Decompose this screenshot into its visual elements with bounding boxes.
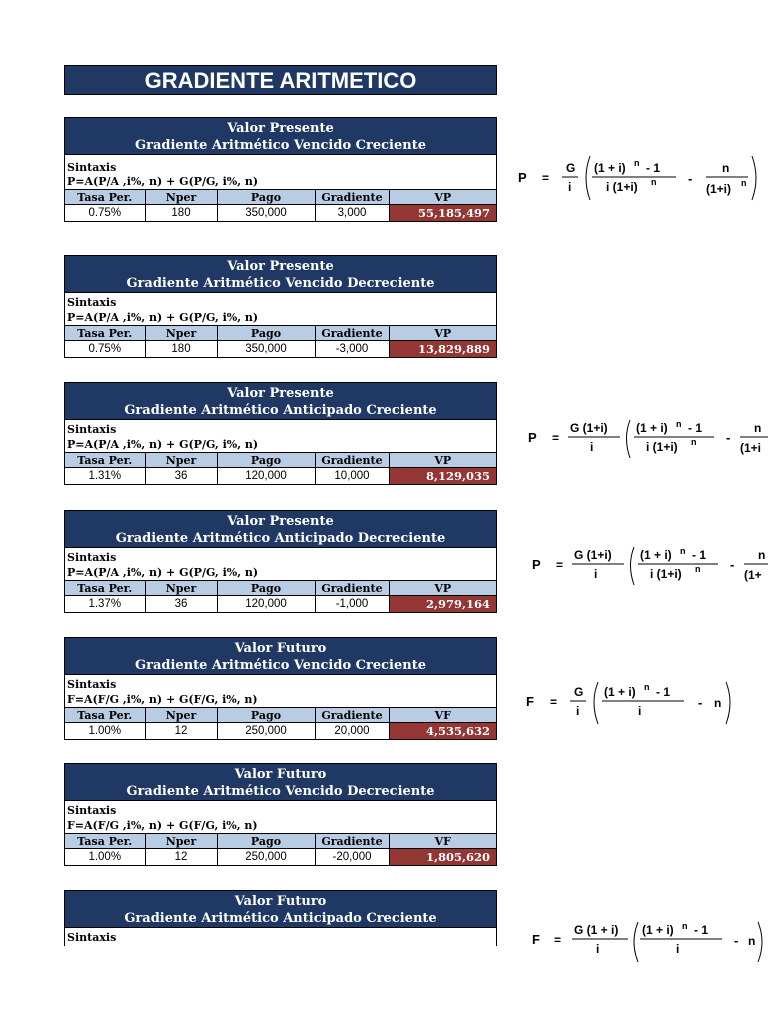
block-header xyxy=(65,383,496,420)
block-vf-anticipado-creciente xyxy=(64,890,497,946)
cell-result[interactable]: 2,979,164 xyxy=(389,596,496,613)
formula-g: G xyxy=(574,685,584,699)
cell-pago[interactable]: 120,000 xyxy=(217,468,315,485)
block-header-line2: Gradiente Aritmético Anticipado Creciente xyxy=(124,911,437,926)
cell-gradiente[interactable]: 20,000 xyxy=(315,723,389,740)
formula-vp-anticipado-creciente xyxy=(526,418,768,468)
formula-exp: n xyxy=(651,177,657,187)
header-tasa: Tasa Per. xyxy=(65,834,145,849)
header-pago: Pago xyxy=(217,834,315,849)
block-header-line1: Valor Presente xyxy=(227,259,334,274)
header-result: VF xyxy=(389,708,496,723)
header-nper: Nper xyxy=(145,326,217,341)
formula-minus: - xyxy=(688,171,693,186)
formula-eq: = xyxy=(550,695,558,709)
formula-minus1: - 1 xyxy=(694,923,709,937)
block-vp-vencido-decreciente xyxy=(64,255,497,358)
formula-lhs: P xyxy=(518,170,527,185)
syntax-label: Sintaxis xyxy=(67,678,117,691)
cell-result[interactable]: 1,805,620 xyxy=(389,849,496,866)
values-table xyxy=(65,580,496,612)
formula-minus1: - 1 xyxy=(692,548,707,562)
formula-n: n xyxy=(714,696,722,710)
formula-n: n xyxy=(722,161,730,175)
cell-pago[interactable]: 250,000 xyxy=(217,849,315,866)
block-vf-vencido-creciente xyxy=(64,637,497,740)
formula-minus1: - 1 xyxy=(656,685,671,699)
block-header-line2: Gradiente Aritmético Anticipado Decreciente xyxy=(115,531,446,546)
syntax-label: Sintaxis xyxy=(67,551,117,564)
syntax-formula: P=A(P/A ,i%, n) + G(P/G, i%, n) xyxy=(67,311,259,324)
syntax-label: Sintaxis xyxy=(67,423,117,436)
block-header-line1: Valor Futuro xyxy=(234,894,327,909)
header-result: VF xyxy=(389,834,496,849)
formula-den1: i (1+i) xyxy=(650,567,682,581)
block-header-line2: Gradiente Aritmético Vencido Decreciente xyxy=(126,276,435,291)
block-header-line1: Valor Futuro xyxy=(234,767,327,782)
bracket-left-icon xyxy=(631,547,635,585)
formula-num1: (1 + i) xyxy=(636,421,668,435)
header-tasa: Tasa Per. xyxy=(65,190,145,205)
header-result: VP xyxy=(389,190,496,205)
block-vp-anticipado-creciente xyxy=(64,382,497,485)
cell-nper[interactable]: 36 xyxy=(145,468,217,485)
header-gradiente: Gradiente xyxy=(315,834,389,849)
block-header xyxy=(65,891,496,928)
cell-result[interactable]: 13,829,889 xyxy=(389,341,496,358)
syntax-formula: P=A(P/A ,i%, n) + G(P/G, i%, n) xyxy=(67,566,259,579)
cell-nper[interactable]: 36 xyxy=(145,596,217,613)
formula-eq: = xyxy=(556,558,564,572)
syntax-label: Sintaxis xyxy=(67,804,117,817)
formula-vf-vencido xyxy=(524,680,736,728)
bracket-right-icon xyxy=(752,156,756,200)
formula-den1: i (1+i) xyxy=(606,180,638,194)
cell-result[interactable]: 55,185,497 xyxy=(389,205,496,222)
header-nper: Nper xyxy=(145,581,217,596)
page-title: GRADIENTE ARITMETICO xyxy=(64,65,497,95)
values-table xyxy=(65,707,496,739)
block-header-line1: Valor Presente xyxy=(227,121,334,136)
cell-gradiente[interactable]: 10,000 xyxy=(315,468,389,485)
block-vp-vencido-creciente xyxy=(64,117,497,222)
cell-pago[interactable]: 350,000 xyxy=(217,341,315,358)
formula-minus: - xyxy=(730,557,735,572)
block-header-line2: Gradiente Aritmético Anticipado Creciente xyxy=(124,403,437,418)
bracket-left-icon xyxy=(594,682,598,724)
bracket-right-icon xyxy=(726,682,730,724)
formula-exp: n xyxy=(741,178,747,188)
header-gradiente: Gradiente xyxy=(315,326,389,341)
block-header xyxy=(65,511,496,548)
formula-num1: (1 + i) xyxy=(604,685,636,699)
formula-den2: (1+ xyxy=(744,568,762,582)
cell-tasa[interactable]: 1.00% xyxy=(65,723,145,740)
formula-g: G (1+i) xyxy=(570,421,608,435)
cell-pago[interactable]: 120,000 xyxy=(217,596,315,613)
cell-nper[interactable]: 180 xyxy=(145,341,217,358)
syntax-formula: P=A(P/A ,i%, n) + G(P/G, i%, n) xyxy=(67,175,259,188)
block-header-line2: Gradiente Aritmético Vencido Creciente xyxy=(135,658,426,673)
formula-graphic xyxy=(524,680,736,728)
header-gradiente: Gradiente xyxy=(315,190,389,205)
block-vp-anticipado-decreciente xyxy=(64,510,497,613)
cell-tasa[interactable]: 1.37% xyxy=(65,596,145,613)
cell-nper[interactable]: 12 xyxy=(145,723,217,740)
cell-result[interactable]: 4,535,632 xyxy=(389,723,496,740)
cell-tasa[interactable]: 1.31% xyxy=(65,468,145,485)
block-header xyxy=(65,638,496,675)
header-nper: Nper xyxy=(145,453,217,468)
header-tasa: Tasa Per. xyxy=(65,326,145,341)
formula-i: i xyxy=(590,440,594,454)
syntax-formula: F=A(F/G ,i%, n) + G(F/G, i%, n) xyxy=(67,693,258,706)
formula-exp: n xyxy=(634,158,640,168)
formula-i: i xyxy=(594,567,598,581)
cell-gradiente[interactable]: -3,000 xyxy=(315,341,389,358)
values-table xyxy=(65,452,496,484)
formula-lhs: F xyxy=(532,932,540,947)
values-table xyxy=(65,833,496,865)
bracket-left-icon xyxy=(627,420,631,458)
formula-den1: i (1+i) xyxy=(646,440,678,454)
block-header-line2: Gradiente Aritmético Vencido Decreciente xyxy=(126,784,435,799)
formula-minus: - xyxy=(698,695,703,710)
formula-g: G (1 + i) xyxy=(574,923,619,937)
formula-n: n xyxy=(748,934,756,948)
syntax-label: Sintaxis xyxy=(67,161,117,174)
formula-exp: n xyxy=(680,546,686,556)
formula-graphic xyxy=(530,920,768,966)
formula-lhs: P xyxy=(532,557,541,572)
formula-graphic xyxy=(530,545,768,595)
block-header xyxy=(65,256,496,293)
formula-num1: (1 + i) xyxy=(640,548,672,562)
block-header-line1: Valor Futuro xyxy=(234,641,327,656)
formula-eq: = xyxy=(542,171,550,185)
formula-minus1: - 1 xyxy=(688,421,703,435)
formula-n: n xyxy=(754,421,762,435)
formula-den2: (1+i) xyxy=(706,182,732,196)
formula-exp: n xyxy=(691,437,697,447)
header-gradiente: Gradiente xyxy=(315,453,389,468)
values-table xyxy=(65,189,496,221)
formula-den1: i xyxy=(638,704,642,718)
formula-graphic xyxy=(516,152,766,204)
formula-g: G (1+i) xyxy=(574,548,612,562)
header-tasa: Tasa Per. xyxy=(65,581,145,596)
formula-lhs: P xyxy=(528,430,537,445)
formula-eq: = xyxy=(552,431,560,445)
cell-pago[interactable]: 250,000 xyxy=(217,723,315,740)
syntax-formula: P=A(P/A ,i%, n) + G(P/G, i%, n) xyxy=(67,438,259,451)
cell-gradiente[interactable]: 3,000 xyxy=(315,205,389,222)
header-pago: Pago xyxy=(217,190,315,205)
formula-minus: - xyxy=(726,430,731,445)
bracket-right-icon xyxy=(758,922,762,962)
formula-den1: i xyxy=(676,942,680,956)
cell-gradiente[interactable]: -1,000 xyxy=(315,596,389,613)
bracket-left-icon xyxy=(634,922,638,962)
formula-n: n xyxy=(758,548,766,562)
syntax-label: Sintaxis xyxy=(67,931,117,944)
formula-num1: (1 + i) xyxy=(642,923,674,937)
cell-tasa[interactable]: 1.00% xyxy=(65,849,145,866)
block-header-line2: Gradiente Aritmético Vencido Creciente xyxy=(135,138,426,153)
header-pago: Pago xyxy=(217,581,315,596)
cell-tasa[interactable]: 0.75% xyxy=(65,341,145,358)
syntax-label: Sintaxis xyxy=(67,296,117,309)
formula-i: i xyxy=(576,704,580,718)
header-tasa: Tasa Per. xyxy=(65,708,145,723)
formula-lhs: F xyxy=(526,694,534,709)
header-tasa: Tasa Per. xyxy=(65,453,145,468)
formula-exp: n xyxy=(695,564,701,574)
formula-minus1: - 1 xyxy=(646,161,661,175)
cell-nper[interactable]: 12 xyxy=(145,849,217,866)
formula-eq: = xyxy=(554,933,562,947)
header-result: VP xyxy=(389,581,496,596)
formula-exp: n xyxy=(676,419,682,429)
header-pago: Pago xyxy=(217,453,315,468)
block-header-line1: Valor Presente xyxy=(227,386,334,401)
header-result: VP xyxy=(389,326,496,341)
formula-exp: n xyxy=(682,921,688,931)
formula-exp: n xyxy=(644,682,650,692)
cell-tasa[interactable]: 0.75% xyxy=(65,205,145,222)
formula-i: i xyxy=(596,942,600,956)
header-pago: Pago xyxy=(217,326,315,341)
formula-graphic xyxy=(526,418,768,468)
formula-den2: (1+i xyxy=(740,441,762,455)
values-table xyxy=(65,325,496,357)
syntax-formula: F=A(F/G ,i%, n) + G(F/G, i%, n) xyxy=(67,819,258,832)
cell-result[interactable]: 8,129,035 xyxy=(389,468,496,485)
header-pago: Pago xyxy=(217,708,315,723)
cell-gradiente[interactable]: -20,000 xyxy=(315,849,389,866)
header-nper: Nper xyxy=(145,190,217,205)
formula-vf-anticipado xyxy=(530,920,768,966)
formula-g: G xyxy=(566,161,576,175)
block-header xyxy=(65,764,496,801)
cell-nper[interactable]: 180 xyxy=(145,205,217,222)
block-vf-vencido-decreciente xyxy=(64,763,497,866)
block-header xyxy=(65,118,496,155)
header-gradiente: Gradiente xyxy=(315,581,389,596)
header-result: VP xyxy=(389,453,496,468)
cell-pago[interactable]: 350,000 xyxy=(217,205,315,222)
formula-vp-vencido xyxy=(516,152,766,204)
formula-minus: - xyxy=(734,933,739,948)
block-header-line1: Valor Presente xyxy=(227,514,334,529)
header-nper: Nper xyxy=(145,708,217,723)
bracket-left-icon xyxy=(586,156,590,200)
formula-num1: (1 + i) xyxy=(594,161,626,175)
formula-i: i xyxy=(568,180,572,194)
header-nper: Nper xyxy=(145,834,217,849)
header-gradiente: Gradiente xyxy=(315,708,389,723)
formula-vp-anticipado-decreciente xyxy=(530,545,768,595)
